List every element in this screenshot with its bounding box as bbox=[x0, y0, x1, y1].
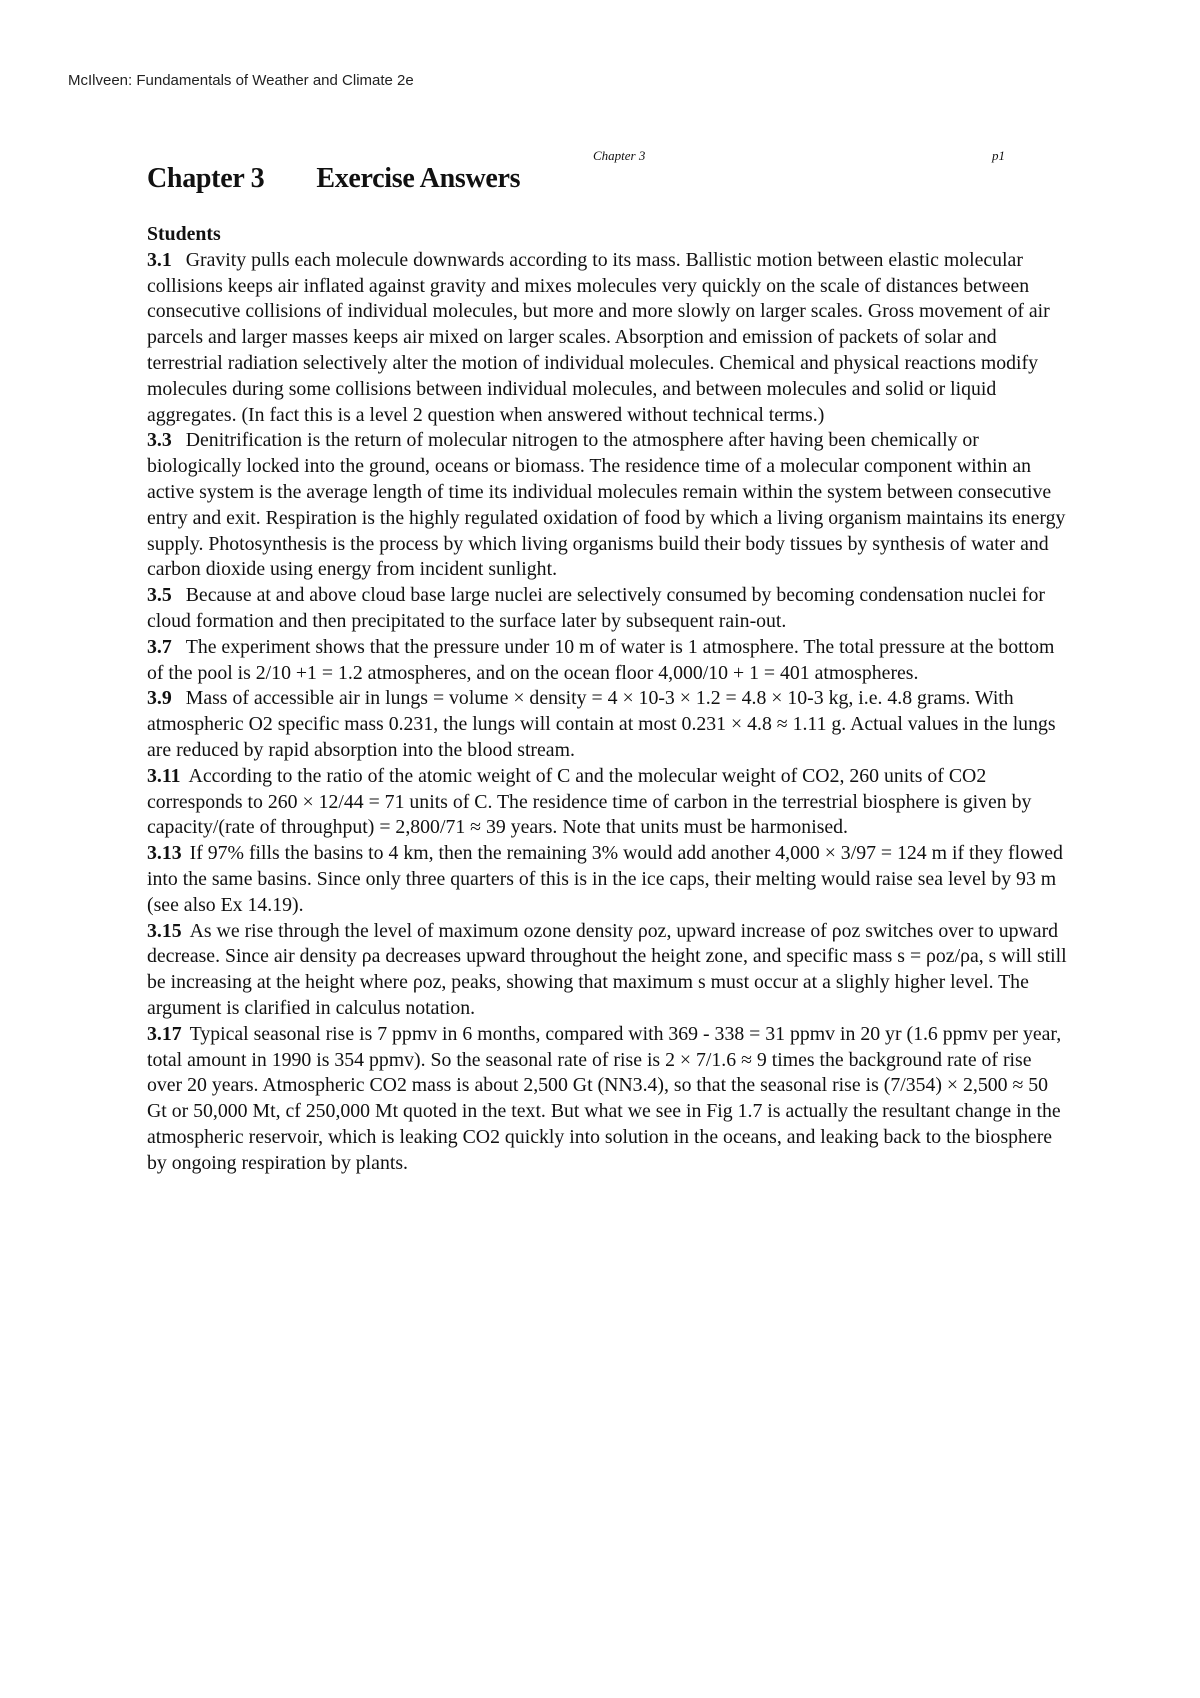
answer-number: 3.15 bbox=[147, 919, 182, 942]
answer-text: Typical seasonal rise is 7 ppmv in 6 months, compared with 369 - 338 = 31 ppmv in 20 yr (1.6 ppmv per year, total amount in 1990 is 354 ppmv). So the seasonal rate of rise is 2 × 7/1.6 ≈ 9 times the background rate of rise over 20 years. Atmospheric CO2 mass is about 2,500 Gt (NN3.4), so that the seasonal rise is (7/354) × 2,500 ≈ 50 Gt or 50,000 Mt, cf 250,000 Mt quoted in the text. But what we see in Fig 1.7 is actually the resultant change in the atmospheric reservoir, which is leaking CO2 quickly into solution in the oceans, and leaking back to the biosphere by ongoing respiration by plants. bbox=[147, 1022, 1062, 1174]
answer-text: Because at and above cloud base large nuclei are selectively consumed by becoming condensation nuclei for cloud formation and then precipitated to the surface later by subsequent rain-out. bbox=[147, 584, 1045, 632]
running-header: McIlveen: Fundamentals of Weather and Climate 2e bbox=[68, 72, 414, 89]
answer-item bbox=[147, 919, 1067, 1022]
answer-item bbox=[147, 686, 1067, 763]
answer-number: 3.9 bbox=[147, 687, 172, 710]
answer-number: 3.13 bbox=[147, 842, 182, 865]
answer-item bbox=[147, 248, 1067, 429]
answer-item bbox=[147, 1022, 1067, 1177]
answer-text: According to the ratio of the atomic weight of C and the molecular weight of CO2, 260 units of CO2 corresponds to 260 × 12/44 = 71 units of C. The residence time of carbon in the terrestrial biosphere is given by capacity/(rate of throughput) = 2,800/71 ≈ 39 years. Note that units must be harmonised. bbox=[147, 764, 1032, 839]
page-number: p1 bbox=[992, 148, 1005, 163]
answer-text: Mass of accessible air in lungs = volume × density = 4 × 10-3 × 1.2 = 4.8 × 10-3 kg, i.e. 4.8 grams. With atmospheric O2 specific mass 0.231, the lungs will contain at most 0.231 × 4.8 ≈ 1.11 g. Actual values in the lungs are reduced by rapid absorption into the blood stream. bbox=[147, 687, 1056, 761]
answer-text: Denitrification is the return of molecular nitrogen to the atmosphere after having been chemically or biologically locked into the ground, oceans or biomass. The residence time of a molecular component within an active system is the average length of time its individual molecules remain within the system between consecutive entry and exit. Respiration is the highly regulated oxidation of food by which a living organism maintains its energy supply. Photosynthesis is the process by which living organisms build their body tissues by synthesis of water and carbon dioxide using energy from incident sunlight. bbox=[147, 429, 1066, 581]
answer-number: 3.7 bbox=[147, 635, 172, 658]
answer-number: 3.3 bbox=[147, 429, 172, 452]
answer-text: Gravity pulls each molecule downwards according to its mass. Ballistic motion between elastic molecular collisions keeps air inflated against gravity and mixes molecules very quickly on the scale of distances between consecutive collisions of individual molecules, but more and more slowly on larger scales. Gross movement of air parcels and larger masses keeps air mixed on larger scales. Absorption and emission of packets of solar and terrestrial radiation selectively alter the motion of individual molecules. Chemical and physical reactions modify molecules during some collisions between individual molecules, and between molecules and solid or liquid aggregates. (In fact this is a level 2 question when answered without technical terms.) bbox=[147, 248, 1050, 426]
page-title bbox=[147, 163, 520, 195]
answer-number: 3.5 bbox=[147, 584, 172, 607]
answer-text: The experiment shows that the pressure under 10 m of water is 1 atmosphere. The total pressure at the bottom of the pool is 2/10 +1 = 1.2 atmospheres, and on the ocean floor 4,000/10 + 1 = 401 atmospheres. bbox=[147, 635, 1055, 684]
answers-body bbox=[147, 222, 1067, 1176]
answer-text: As we rise through the level of maximum ozone density ρoz, upward increase of ρoz switches over to upward decrease. Since air density ρa decreases upward throughout the height zone, and specific mass s = ρoz/ρa, s will still be increasing at the height where ρoz, peaks, showing that maximum s must occur at a slighly higher level. The argument is clarified in calculus notation. bbox=[147, 919, 1067, 1019]
title-subtitle: Exercise Answers bbox=[316, 163, 521, 194]
answer-item bbox=[147, 428, 1067, 583]
answer-item bbox=[147, 583, 1067, 635]
chapter-label: Chapter 3 bbox=[593, 148, 646, 163]
answer-item bbox=[147, 764, 1067, 841]
answer-number: 3.11 bbox=[147, 764, 181, 787]
section-heading: Students bbox=[147, 223, 221, 245]
answer-number: 3.1 bbox=[147, 248, 172, 271]
title-chapter: Chapter 3 bbox=[147, 163, 265, 194]
answer-item bbox=[147, 635, 1067, 687]
answer-text: If 97% fills the basins to 4 km, then the remaining 3% would add another 4,000 × 3/97 = 124 m if they flowed into the same basins. Since only three quarters of this is in the ice caps, their melting would raise sea level by 93 m (see also Ex 14.19). bbox=[147, 842, 1063, 916]
answer-number: 3.17 bbox=[147, 1022, 182, 1045]
answer-item bbox=[147, 841, 1067, 918]
